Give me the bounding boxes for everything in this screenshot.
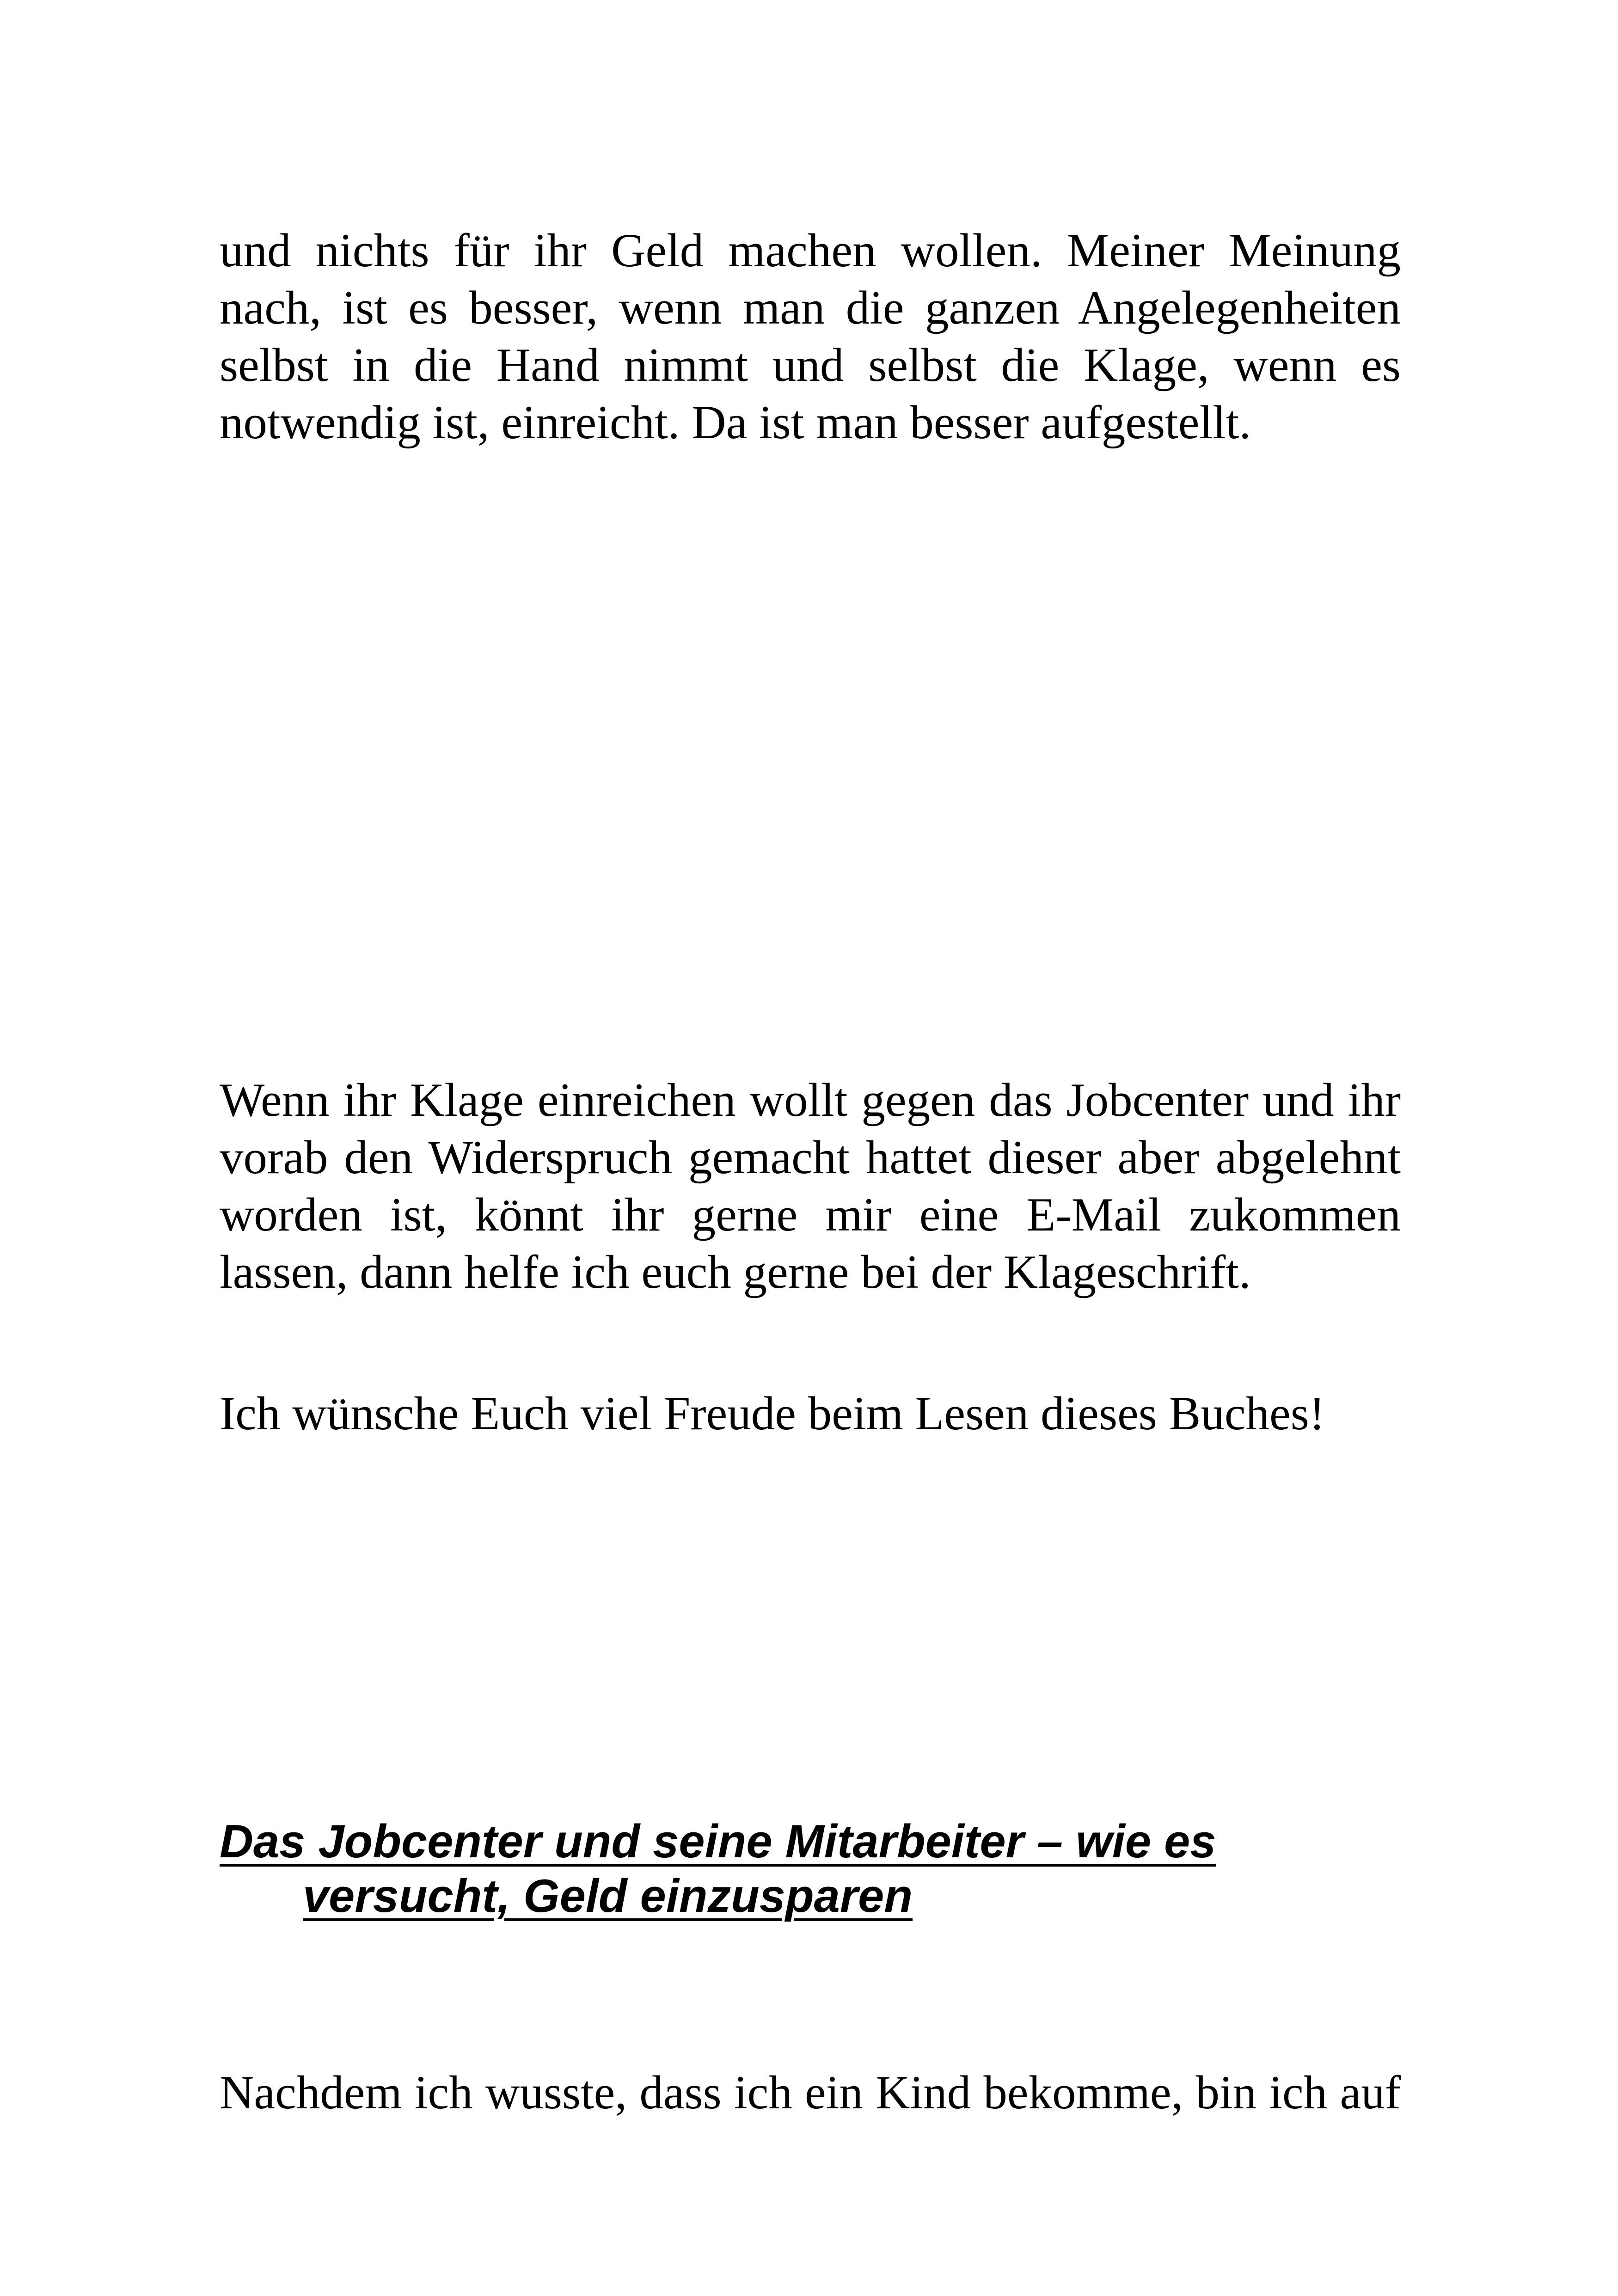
chapter-heading-line-1: Das Jobcenter und seine Mitarbeiter – wie es [220, 1816, 1216, 1867]
paragraph-chapter-start: Nachdem ich wusste, dass ich ein Kind bekomme, bin ich auf [220, 2066, 1401, 2119]
chapter-heading-line-2: versucht, Geld einzusparen [303, 1870, 913, 1922]
chapter-heading [220, 1814, 1422, 1923]
paragraph-lawsuit-offer: Wenn ihr Klage einreichen wollt gegen das Jobcenter und ihr vorab den Widerspruch gemacht hattet dieser aber abgelehnt worden ist, könnt ihr gerne mir eine E-Mail zukommen lassen, dann helfe ich euch gerne bei der Klageschrift. [220, 1074, 1401, 1298]
paragraph-lawyer-opinion: und nichts für ihr Geld machen wollen. Meiner Meinung nach, ist es besser, wenn man die ganzen Angelegenheiten selbst in die Hand nimmt und selbst die Klage, wenn es notwendig ist, einreicht. Da ist man besser aufgestellt. [220, 224, 1401, 449]
paragraph-reading-wish: Ich wünsche Euch viel Freude beim Lesen dieses Buches! [220, 1387, 1325, 1440]
